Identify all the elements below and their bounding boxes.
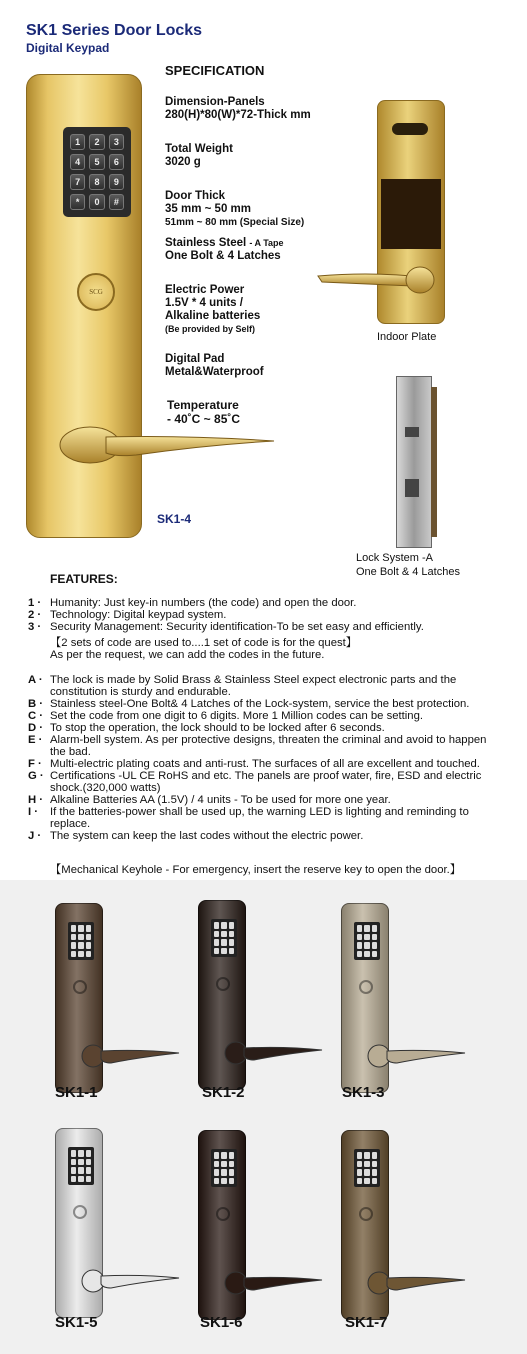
latch bbox=[405, 427, 419, 437]
keypad-key: 3 bbox=[109, 134, 124, 150]
lever-handle-icon bbox=[367, 1270, 467, 1296]
feature-text: Security Management: Security identification-To be set easy and efficiently. bbox=[50, 621, 424, 633]
lock-system-image bbox=[396, 376, 432, 548]
lock-system-line: Lock System -A bbox=[356, 552, 434, 564]
keypad-key: 0 bbox=[89, 194, 104, 210]
lever-handle-icon bbox=[81, 1268, 181, 1294]
feature-marker: G · bbox=[28, 770, 44, 782]
feature-note bbox=[28, 864, 498, 876]
keypad-key: 5 bbox=[89, 154, 104, 170]
keypad-key: 7 bbox=[70, 174, 85, 190]
feature-item bbox=[28, 758, 498, 770]
spec-label: Dimension-Panels bbox=[165, 96, 265, 108]
spec-label: Temperature bbox=[167, 398, 239, 412]
lock-system-label bbox=[356, 551, 460, 579]
specification-heading: SPECIFICATION bbox=[165, 63, 265, 78]
feature-note-3: 【Mechanical Keyhole - For emergency, insert the reserve key to open the door.】 bbox=[50, 864, 462, 876]
feature-text: Alkaline Batteries AA (1.5V) / 4 units - To be used for more one year. bbox=[50, 794, 391, 806]
feature-item bbox=[28, 830, 498, 842]
spec-value: Alkaline batteries bbox=[165, 310, 261, 322]
model-label: SK1-1 bbox=[55, 1084, 98, 1101]
lock-body bbox=[431, 387, 437, 537]
feature-text: The lock is made by Solid Brass & Stainless Steel expect electronic parts and the constitution is sturdy and endurable. bbox=[50, 674, 457, 698]
feature-item bbox=[28, 710, 498, 722]
bolt bbox=[405, 479, 419, 497]
feature-item bbox=[28, 734, 498, 758]
feature-marker: A · bbox=[28, 674, 43, 686]
lever-handle-icon bbox=[224, 1040, 324, 1066]
feature-text: Humanity: Just key-in numbers (the code) and open the door. bbox=[50, 597, 357, 609]
feature-text: Set the code from one digit to 6 digits. More 1 Million codes can be setting. bbox=[50, 710, 424, 722]
feature-text: Multi-electric plating coats and anti-rust. The surfaces of all are excellent and touched. bbox=[50, 758, 480, 770]
keypad-key: 6 bbox=[109, 154, 124, 170]
spec-value: One Bolt & 4 Latches bbox=[165, 250, 281, 262]
feature-marker: 1 · bbox=[28, 597, 42, 609]
mini-keypad bbox=[211, 1149, 237, 1187]
spec-note: - A Tape bbox=[249, 238, 284, 248]
spec-label: Stainless Steel bbox=[165, 237, 247, 249]
spec-value: 280(H)*80(W)*72-Thick mm bbox=[165, 109, 311, 121]
feature-text: The system can keep the last codes without the electric power. bbox=[50, 830, 364, 842]
feature-note-1: 【2 sets of code are used to....1 set of code is for the quest】 bbox=[50, 637, 358, 649]
model-label: SK1-3 bbox=[342, 1084, 385, 1101]
model-label: SK1-7 bbox=[345, 1314, 388, 1331]
keypad-key: 9 bbox=[109, 174, 124, 190]
model-label: SK1-2 bbox=[202, 1084, 245, 1101]
features-numbered-list bbox=[28, 597, 498, 633]
feature-marker: I · bbox=[28, 806, 39, 818]
spec-value: - 40˚C ~ 85˚C bbox=[167, 412, 241, 426]
mini-keypad bbox=[354, 922, 380, 960]
lock-system-line: One Bolt & 4 Latches bbox=[356, 566, 460, 578]
spec-power bbox=[165, 284, 260, 336]
main-lock-image bbox=[26, 74, 142, 538]
feature-text: Certifications -UL CE RoHS and etc. The panels are proof water, fire, ESD and electric shock.(320,000 watts) bbox=[50, 770, 482, 794]
keyhole-icon bbox=[216, 977, 230, 991]
keypad-key: * bbox=[70, 194, 85, 210]
feature-item bbox=[28, 698, 498, 710]
spec-value: Metal&Waterproof bbox=[165, 366, 264, 378]
spec-temperature bbox=[167, 398, 240, 426]
spec-label: Total Weight bbox=[165, 143, 233, 155]
feature-text: Technology: Digital keypad system. bbox=[50, 609, 227, 621]
spec-dimension bbox=[165, 96, 311, 122]
model-label: SK1-6 bbox=[200, 1314, 243, 1331]
page-title: SK1 Series Door Locks bbox=[26, 22, 203, 39]
spec-weight bbox=[165, 143, 233, 169]
feature-marker: H · bbox=[28, 794, 44, 806]
feature-marker: 2 · bbox=[28, 609, 42, 621]
keypad-key: 2 bbox=[89, 134, 104, 150]
lever-handle-icon bbox=[56, 425, 276, 465]
page-subtitle: Digital Keypad bbox=[26, 41, 110, 55]
spec-door bbox=[165, 190, 304, 229]
feature-note bbox=[28, 637, 498, 661]
brand-seal-icon bbox=[77, 273, 115, 311]
feature-item bbox=[28, 794, 498, 806]
spec-steel bbox=[165, 237, 284, 263]
feature-marker: B · bbox=[28, 698, 44, 710]
spec-note: (Be provided by Self) bbox=[165, 324, 256, 334]
feature-text: To stop the operation, the lock should to be locked after 6 seconds. bbox=[50, 722, 385, 734]
keyhole-icon bbox=[359, 1207, 373, 1221]
seal-text: SCG bbox=[89, 288, 103, 296]
lever-handle-icon bbox=[81, 1043, 181, 1069]
mini-keypad bbox=[211, 919, 237, 957]
feature-marker: E · bbox=[28, 734, 43, 746]
mini-keypad bbox=[354, 1149, 380, 1187]
spec-pad bbox=[165, 353, 264, 379]
spec-value: 3020 g bbox=[165, 156, 201, 168]
feature-marker: F · bbox=[28, 758, 42, 770]
feature-text: Stainless steel-One Bolt& 4 Latches of the Lock-system, service the best protection. bbox=[50, 698, 470, 710]
keyhole-icon bbox=[359, 980, 373, 994]
spec-value: 35 mm ~ 50 mm bbox=[165, 203, 251, 215]
keyhole-icon bbox=[216, 1207, 230, 1221]
keypad-key: 1 bbox=[70, 134, 85, 150]
keypad-key: 4 bbox=[70, 154, 85, 170]
keypad bbox=[63, 127, 131, 217]
lever-handle-icon bbox=[224, 1270, 324, 1296]
feature-text: If the batteries-power shall be used up, the warning LED is lighting and reminding to replace. bbox=[50, 806, 469, 830]
mini-keypad bbox=[68, 1147, 94, 1185]
lever-handle-icon bbox=[367, 1043, 467, 1069]
spec-label: Door Thick bbox=[165, 190, 226, 202]
spec-label: Electric Power bbox=[165, 284, 245, 296]
spec-value: 1.5V * 4 units / bbox=[165, 297, 243, 309]
keyhole-icon bbox=[73, 980, 87, 994]
feature-item bbox=[28, 621, 498, 633]
feature-note-2: As per the request, we can add the codes in the future. bbox=[50, 649, 325, 661]
feature-marker: D · bbox=[28, 722, 44, 734]
features-heading: FEATURES: bbox=[50, 572, 118, 586]
feature-item bbox=[28, 806, 498, 830]
spec-label: Digital Pad bbox=[165, 353, 225, 365]
feature-marker: J · bbox=[28, 830, 42, 842]
feature-item bbox=[28, 674, 498, 698]
keypad-key: 8 bbox=[89, 174, 104, 190]
feature-marker: 3 · bbox=[28, 621, 42, 633]
indoor-lever-icon bbox=[316, 264, 436, 294]
spec-value: 51mm ~ 80 mm (Special Size) bbox=[165, 217, 305, 228]
keypad-key: # bbox=[109, 194, 124, 210]
feature-text: Alarm-bell system. As per protective designs, threaten the criminal and avoid to happen the bad. bbox=[50, 734, 487, 758]
keyhole-icon bbox=[73, 1205, 87, 1219]
main-model-label: SK1-4 bbox=[157, 512, 192, 526]
feature-item bbox=[28, 770, 498, 794]
indoor-plate-label: Indoor Plate bbox=[377, 331, 437, 343]
model-label: SK1-5 bbox=[55, 1314, 98, 1331]
battery-cover-slot bbox=[392, 123, 428, 135]
feature-item bbox=[28, 609, 498, 621]
mini-keypad bbox=[68, 922, 94, 960]
feature-item bbox=[28, 722, 498, 734]
features-lettered-list bbox=[28, 674, 498, 842]
battery-compartment bbox=[381, 179, 441, 249]
feature-marker: C · bbox=[28, 710, 44, 722]
feature-item bbox=[28, 597, 498, 609]
